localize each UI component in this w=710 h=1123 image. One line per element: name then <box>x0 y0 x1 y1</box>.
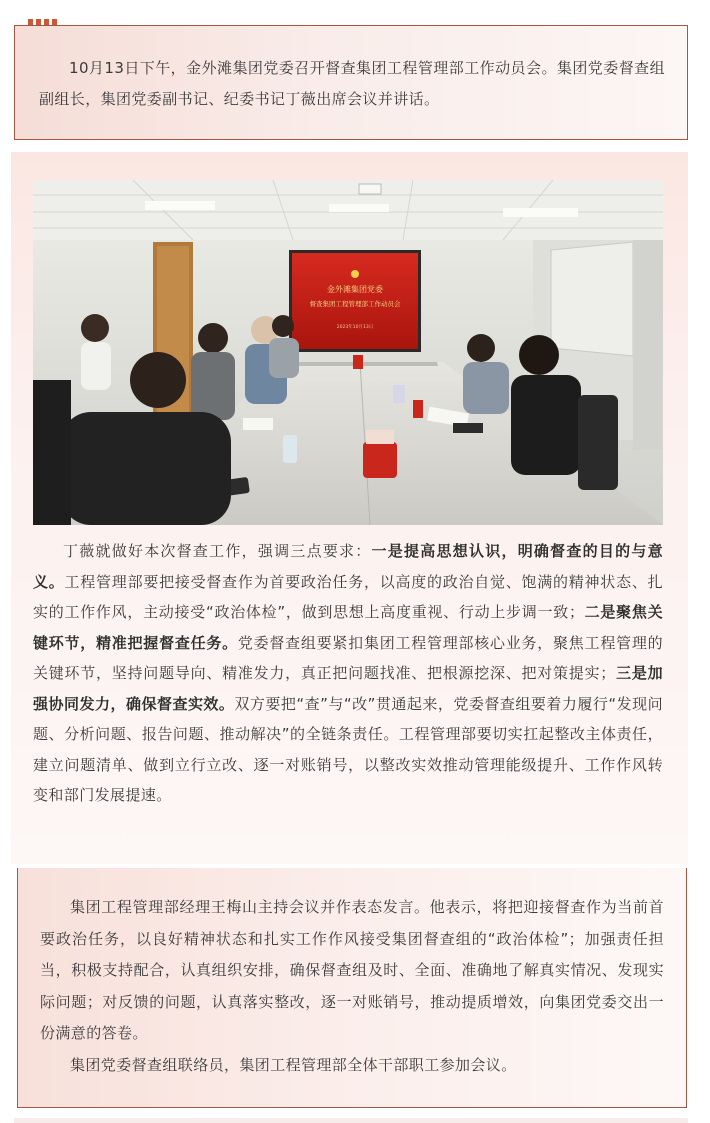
meeting-section <box>11 152 688 864</box>
point-three-text: 双方要把“查”与“改”贯通起来，党委督查组要着力履行“发现问题、分析问题、报告问题、推动解决”的全链条责任。工程管理部要切实扛起整改主体责任，建立问题清单、做到立行立改、逐一对账销号，以整改实效推动管理能级提升、工作作风转变和部门发展提速。 <box>33 694 663 804</box>
speech-text <box>33 536 663 811</box>
screen-title: 金外滩集团党委 <box>327 285 383 294</box>
speech-paragraph <box>33 536 663 811</box>
point-one-heading: 一是提高思想认识，明确督查的目的与意义。 <box>33 542 664 591</box>
screen-subtitle: 督查集团工程管理部工作动员会 <box>309 300 401 308</box>
closing-paragraph-1: 集团工程管理部经理王梅山主持会议并作表态发言。他表示，将把迎接督查作为当前首要政治任务，以良好精神状态和扎实工作作风接受集团督查组的“政治体检”；加强责任担当，积极支持配合，认真组织安排，确保督查组及时、全面、准确地了解真实情况、发现实际问题；对反馈的问题，认真落实整改，逐一对账销号，推动提质增效，向集团党委交出一份满意的答卷。 <box>40 898 664 1042</box>
screen-date: 2023年10月13日 <box>336 325 374 330</box>
meeting-photo <box>33 180 663 525</box>
closing-box <box>17 868 687 1108</box>
closing-paragraph-2: 集团党委督查组联络员，集团工程管理部全体干部职工参加会议。 <box>70 1055 517 1074</box>
intro-paragraph: 10月13日下午，金外滩集团党委召开督查集团工程管理部工作动员会。集团党委督查组副组长，集团党委副书记、纪委书记丁薇出席会议并讲话。 <box>39 59 665 108</box>
bottom-divider <box>14 1118 688 1123</box>
point-two-text: 党委督查组要紧扣集团工程管理部核心业务，聚焦工程管理的关键环节，坚持问题导向、精准发力，真正把问题找准、把根源挖深、把对策提实； <box>33 633 664 682</box>
point-three-heading: 三是加强协同发力，确保督查实效。 <box>33 664 663 713</box>
point-one-text: 工程管理部要把接受督查作为首要政治任务，以高度的政治自觉、饱满的精神状态、扎实的工作作风，主动接受“政治体检”，做到思想上高度重视、行动上步调一致； <box>33 572 663 621</box>
point-two-heading: 二是聚焦关键环节，精准把握督查任务。 <box>33 603 663 652</box>
speech-intro: 丁薇就做好本次督查工作，强调三点要求： <box>63 542 372 560</box>
intro-box <box>14 25 688 140</box>
